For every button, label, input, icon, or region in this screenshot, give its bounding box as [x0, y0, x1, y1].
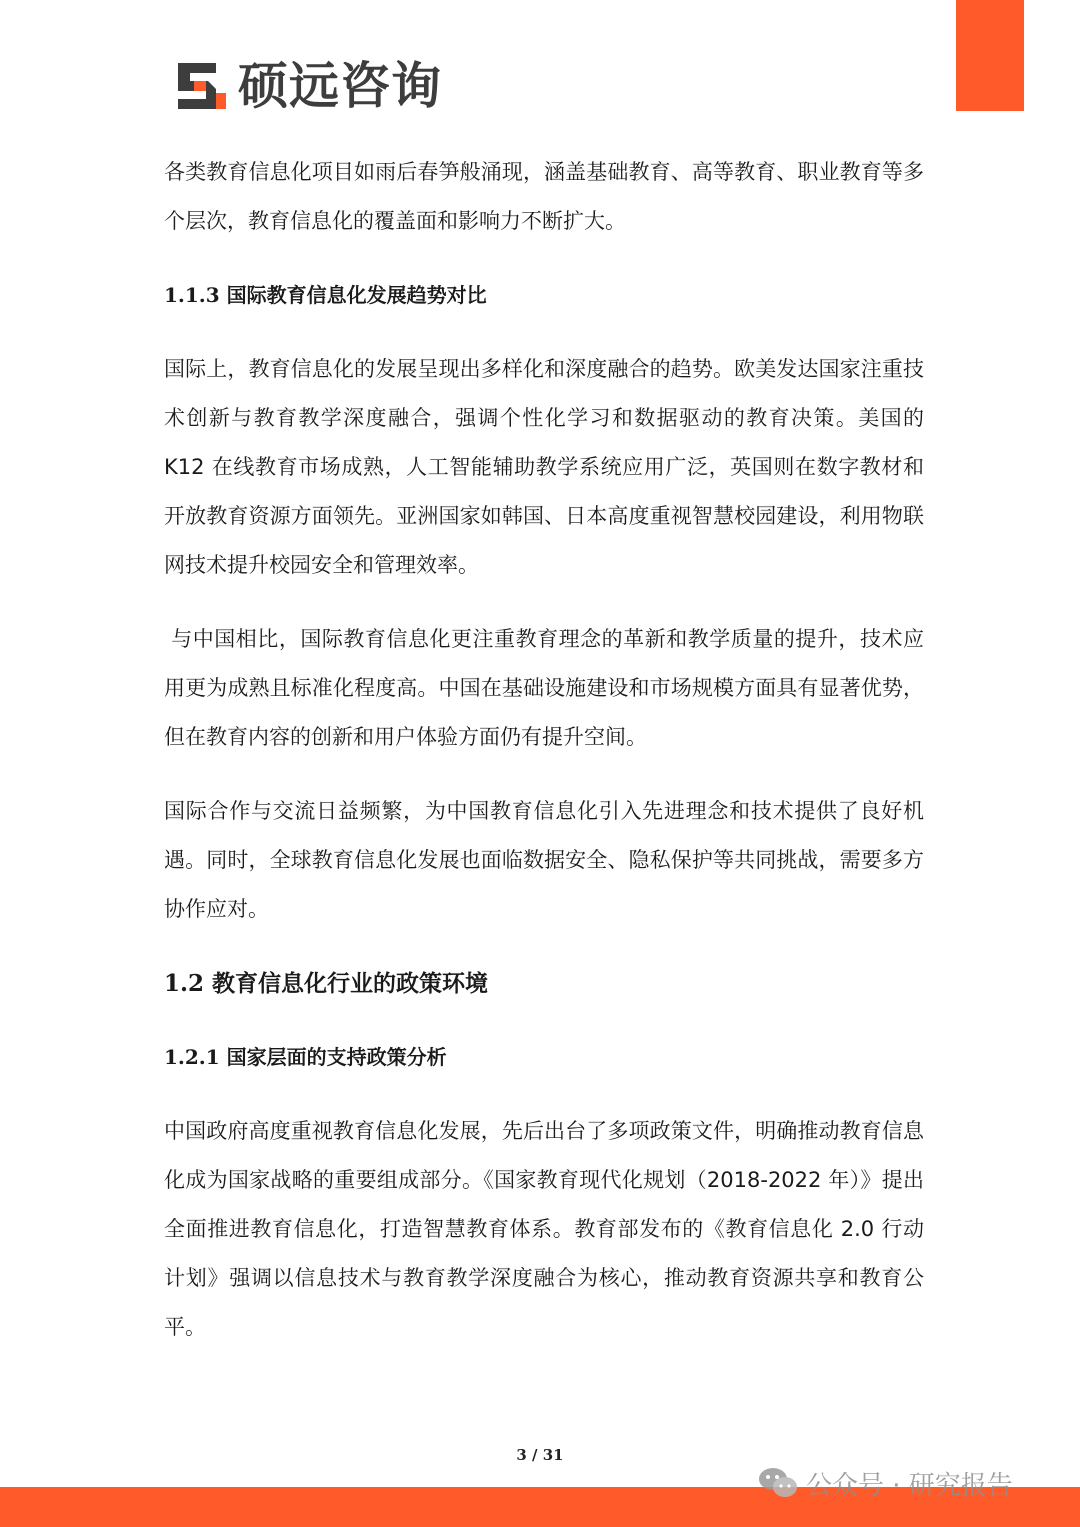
heading-1-1-3: 1.1.3 国际教育信息化发展趋势对比 [164, 283, 487, 307]
brand-logo [176, 58, 442, 114]
paragraph-2: 国际上，教育信息化的发展呈现出多样化和深度融合的趋势。欧美发达国家注重技术创新与教育教学深度融合，强调个性化学习和数据驱动的教育决策。美国的 K12 在线教育市场成熟，人工智能辅助教学系统应用广泛，英国则在数字教材和开放教育资源方面领先。亚洲国家如韩国、日本高度重视智慧校园建设，利用物联网技术提升校园安全和管理效率。 [164, 357, 924, 577]
watermark [758, 1463, 1013, 1503]
paragraph-4: 国际合作与交流日益频繁，为中国教育信息化引入先进理念和技术提供了良好机遇。同时，全球教育信息化发展也面临数据安全、隐私保护等共同挑战，需要多方协作应对。 [164, 799, 924, 921]
corner-accent-block [956, 0, 1024, 111]
document-body [164, 148, 924, 1377]
watermark-text: 公众号 · 研究报告 [806, 1470, 1013, 1501]
page-number: 3 / 31 [516, 1446, 564, 1464]
heading-1-2-1: 1.2.1 国家层面的支持政策分析 [164, 1045, 447, 1069]
paragraph-1: 各类教育信息化项目如雨后春笋般涌现，涵盖基础教育、高等教育、职业教育等多个层次，教育信息化的覆盖面和影响力不断扩大。 [164, 160, 924, 233]
brand-mark-icon [176, 61, 228, 111]
heading-1-2: 1.2 教育信息化行业的政策环境 [164, 970, 489, 997]
paragraph-5: 中国政府高度重视教育信息化发展，先后出台了多项政策文件，明确推动教育信息化成为国家战略的重要组成部分。《国家教育现代化规划（2018-2022 年）》提出全面推进教育信息化，打造智慧教育体系。教育部发布的《教育信息化 2.0 行动计划》强调以信息技术与教育教学深度融合为核心，推动教育资源共享和教育公平。 [164, 1119, 924, 1339]
brand-name: 硕远咨询 [238, 57, 442, 115]
wechat-icon [758, 1466, 798, 1500]
paragraph-3: 与中国相比，国际教育信息化更注重教育理念的革新和教学质量的提升，技术应用更为成熟且标准化程度高。中国在基础设施建设和市场规模方面具有显著优势，但在教育内容的创新和用户体验方面仍有提升空间。 [164, 627, 924, 749]
